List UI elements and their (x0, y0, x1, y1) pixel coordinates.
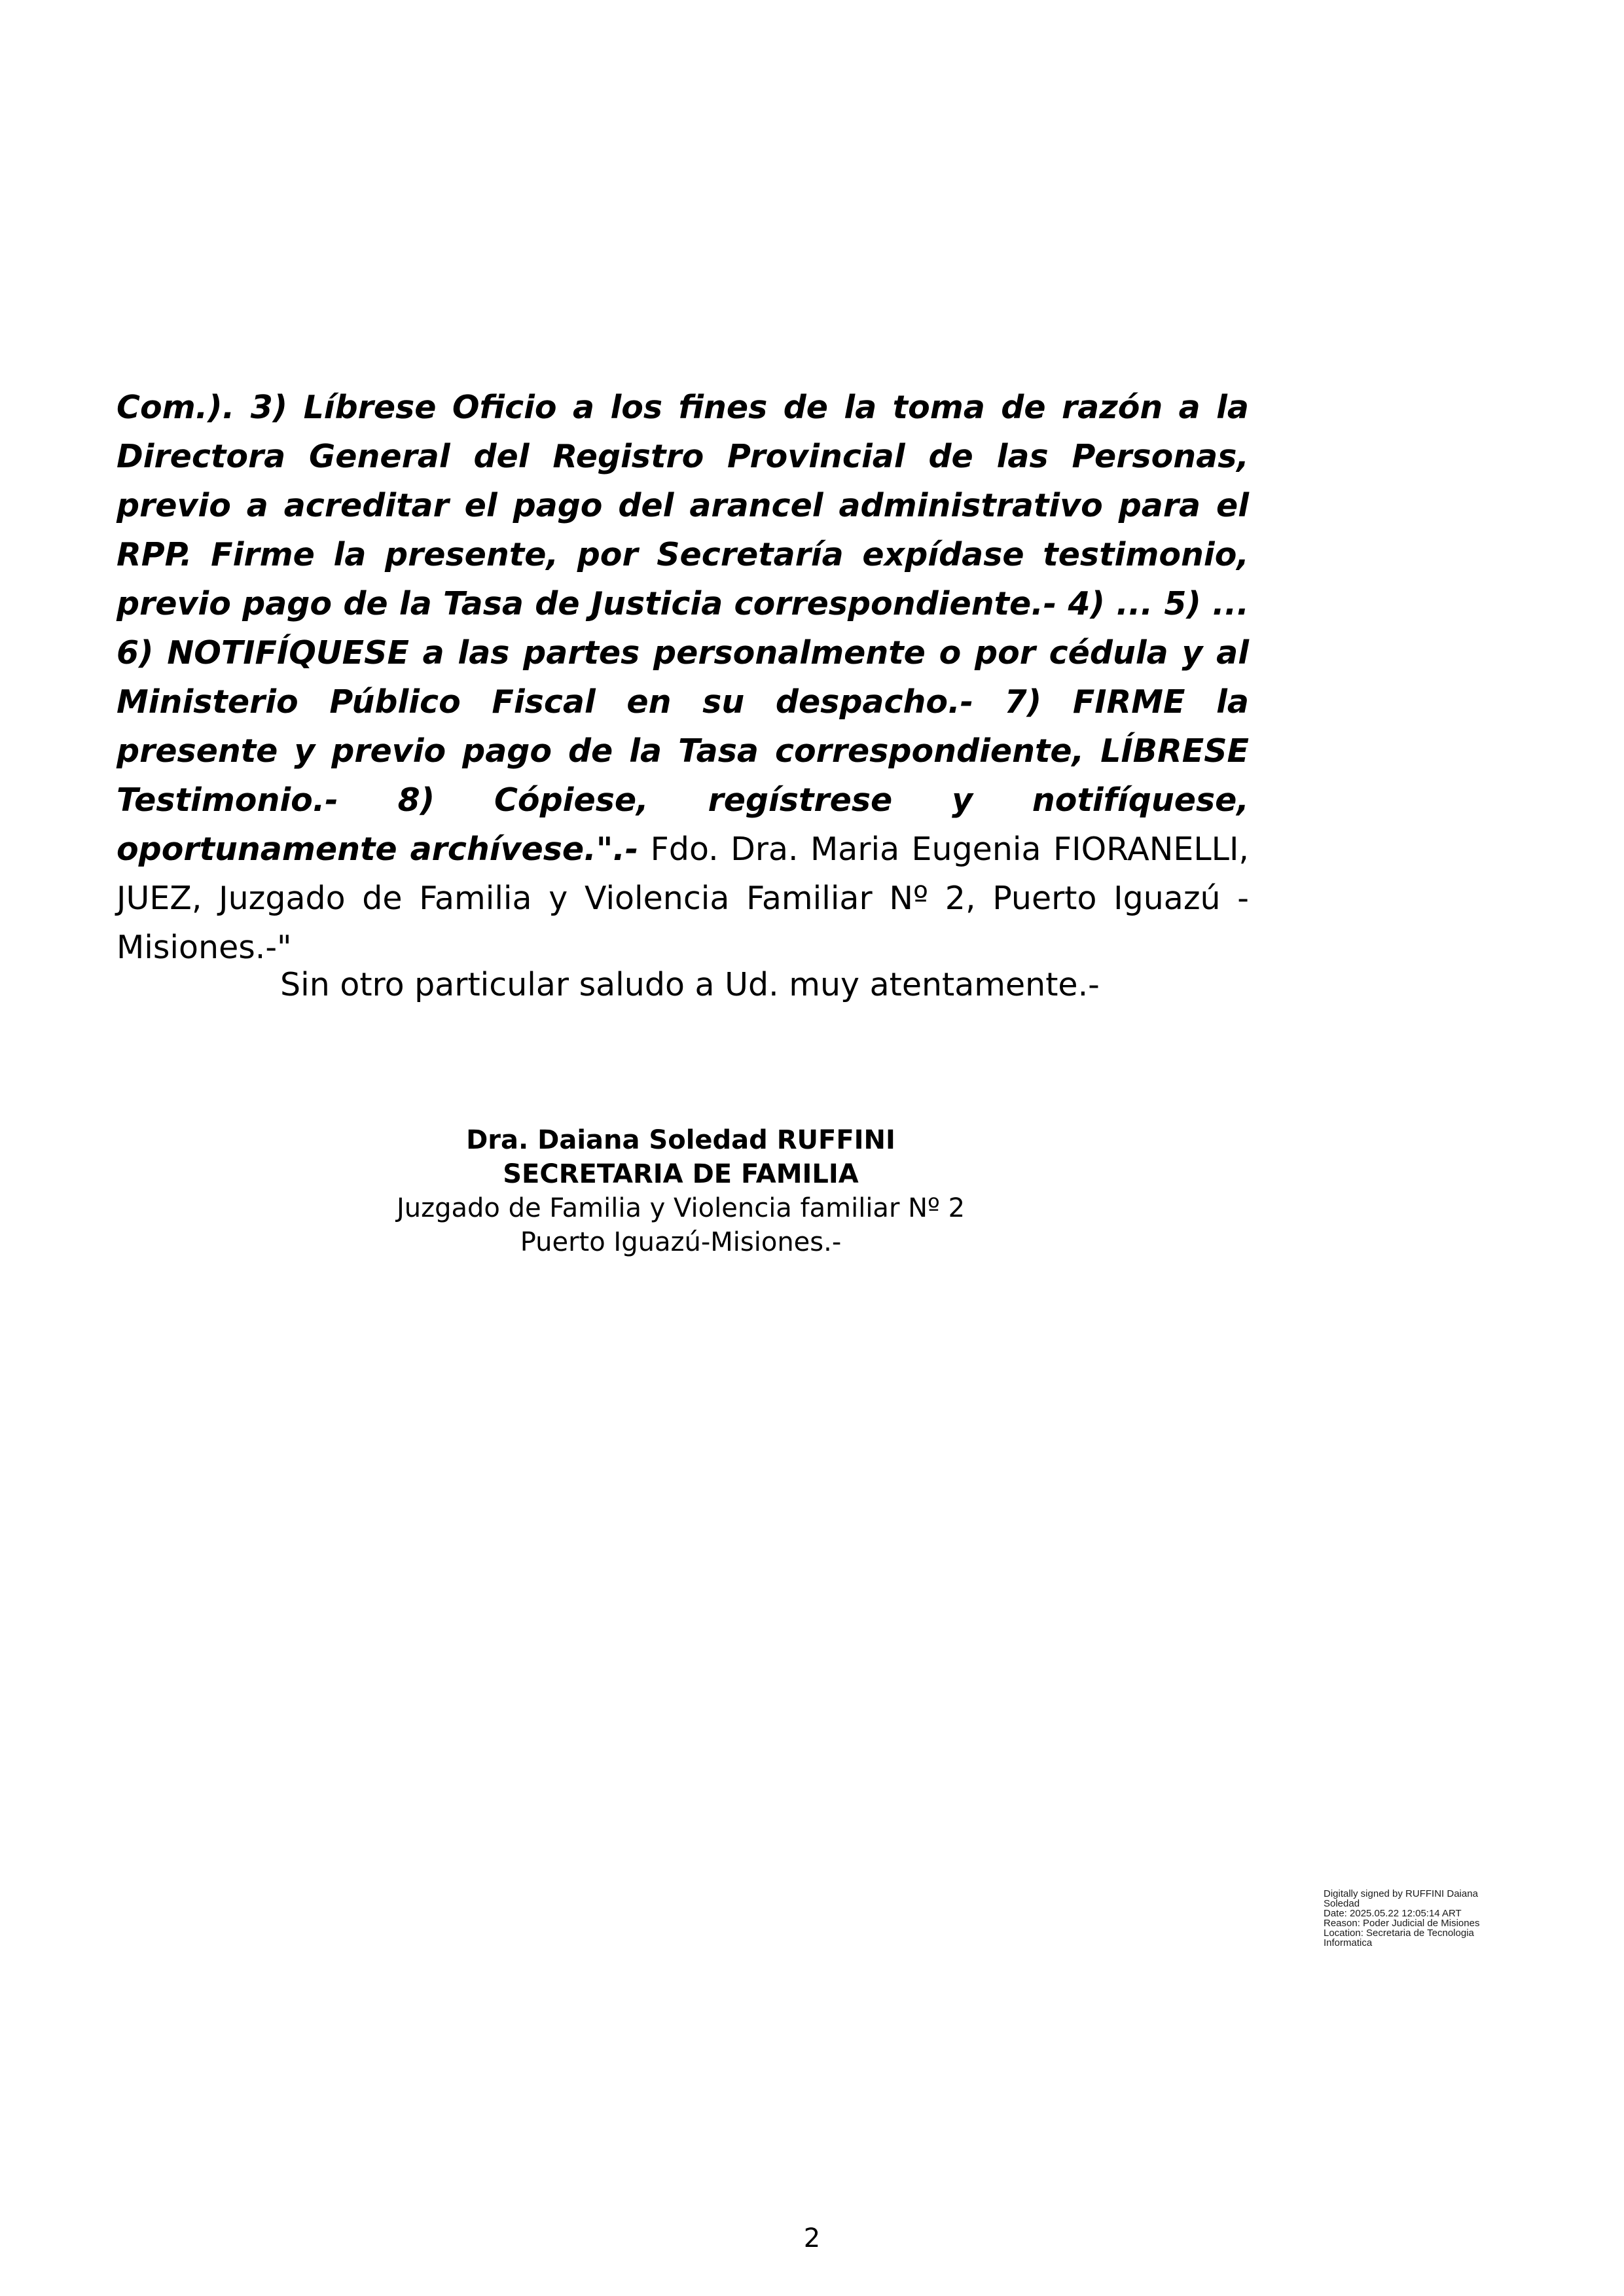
resolution-text: Com.). 3) Líbrese Oficio a los fines de la toma de razón a la Directora General del Registro Provincial de las Personas, previo a acreditar el pago del arancel administrativo para el RPP. Firme la presente, por Secretaría expídase testimonio, previo pago de la Tasa de Justicia correspondiente.- 4) ... 5) ... 6) NOTIFÍQUESE a las partes personalmente o por cédula y al Ministerio Público Fiscal en su despacho.- 7) FIRME la presente y previo pago de la Tasa correspondiente, LÍBRESE Testimonio.- 8) Cópiese, regístrese y notifíquese, oportunamente archívese.".- (117, 389, 1249, 868)
page-number: 2 (803, 2223, 821, 2253)
signer-name: Dra. Daiana Soledad RUFFINI (466, 1125, 895, 1155)
signed-by-text: Fdo. Dra. Maria Eugenia FIORANELLI, JUEZ, Juzgado de Familia y Violencia Familiar Nº 2, Puerto Iguazú - Misiones.-" (117, 831, 1249, 966)
signer-court: Juzgado de Familia y Violencia familiar Nº 2 (396, 1193, 965, 1223)
signer-title: SECRETARIA DE FAMILIA (503, 1159, 859, 1189)
stamp-line: Date: 2025.05.22 12:05:14 ART (1324, 1908, 1462, 1919)
digital-signature-stamp (1324, 1889, 1520, 1948)
stamp-line: Soledad (1324, 1898, 1360, 1909)
signer-location: Puerto Iguazú-Misiones.- (520, 1227, 842, 1257)
stamp-line: Informatica (1324, 1937, 1373, 1948)
stamp-line: Location: Secretaria de Tecnologia (1324, 1928, 1474, 1939)
closing-salutation: Sin otro particular saludo a Ud. muy atentamente.- (280, 966, 1100, 1003)
signature-block (353, 1123, 1008, 1259)
stamp-line: Reason: Poder Judicial de Misiones (1324, 1918, 1480, 1929)
stamp-line: Digitally signed by RUFFINI Daiana (1324, 1888, 1478, 1899)
body-paragraph (117, 383, 1249, 972)
